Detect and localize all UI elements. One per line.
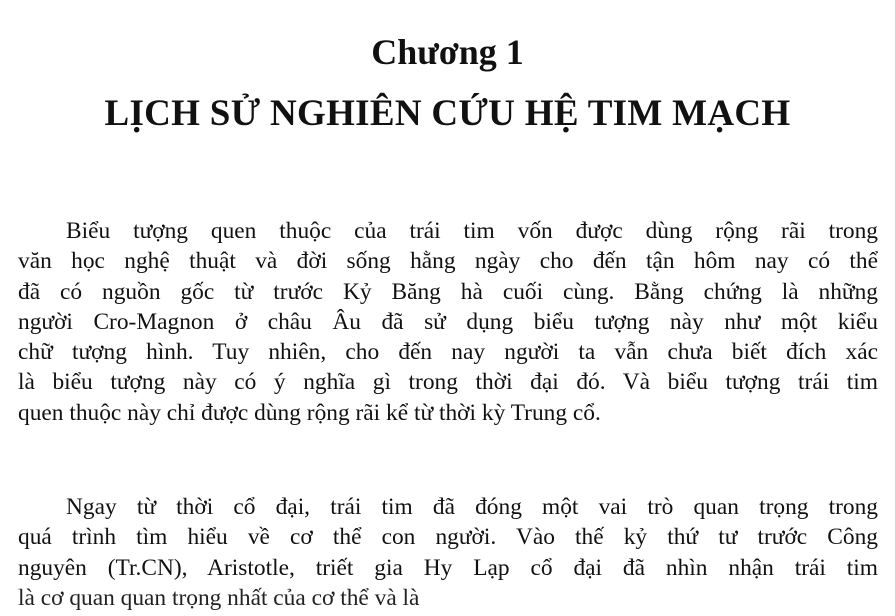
paragraph-line: đã có nguồn gốc từ trước Kỷ Băng hà cuối cùng. Bằng chứng là những [18, 278, 878, 305]
paragraph-line: văn học nghệ thuật và đời sống hằng ngày cho đến tận hôm nay có thể [18, 248, 878, 275]
chapter-title: LỊCH SỬ NGHIÊN CỨU HỆ TIM MẠCH [104, 93, 791, 134]
paragraph-1 [18, 216, 878, 428]
paragraph-line: Ngay từ thời cổ đại, trái tim đã đóng một vai trò quan trọng trong [66, 494, 878, 520]
chapter-number: Chương 1 [371, 32, 524, 72]
paragraph-line: là biểu tượng này có ý nghĩa gì trong thời đại đó. Và biểu tượng trái tim [18, 369, 878, 396]
paragraph-line: Biểu tượng quen thuộc của trái tim vốn được dùng rộng rãi trong [66, 218, 878, 244]
paragraph-line: là cơ quan quan trọng nhất của cơ thể và là [18, 584, 420, 611]
paragraph-line: quá trình tìm hiểu về cơ thể con người. Vào thế kỷ thứ tư trước Công [18, 524, 878, 551]
paragraph-line: chữ tượng hình. Tuy nhiên, cho đến nay người ta vẫn chưa biết đích xác [18, 339, 878, 366]
paragraph-line: người Cro-Magnon ở châu Âu đã sử dụng biểu tượng này như một kiểu [18, 308, 878, 335]
paragraph-line: nguyên (Tr.CN), Aristotle, triết gia Hy Lạp cổ đại đã nhìn nhận trái tim [18, 554, 878, 581]
paragraph-line: quen thuộc này chỉ được dùng rộng rãi kể từ thời kỳ Trung cổ. [18, 399, 601, 426]
paragraph-2 [18, 492, 878, 613]
